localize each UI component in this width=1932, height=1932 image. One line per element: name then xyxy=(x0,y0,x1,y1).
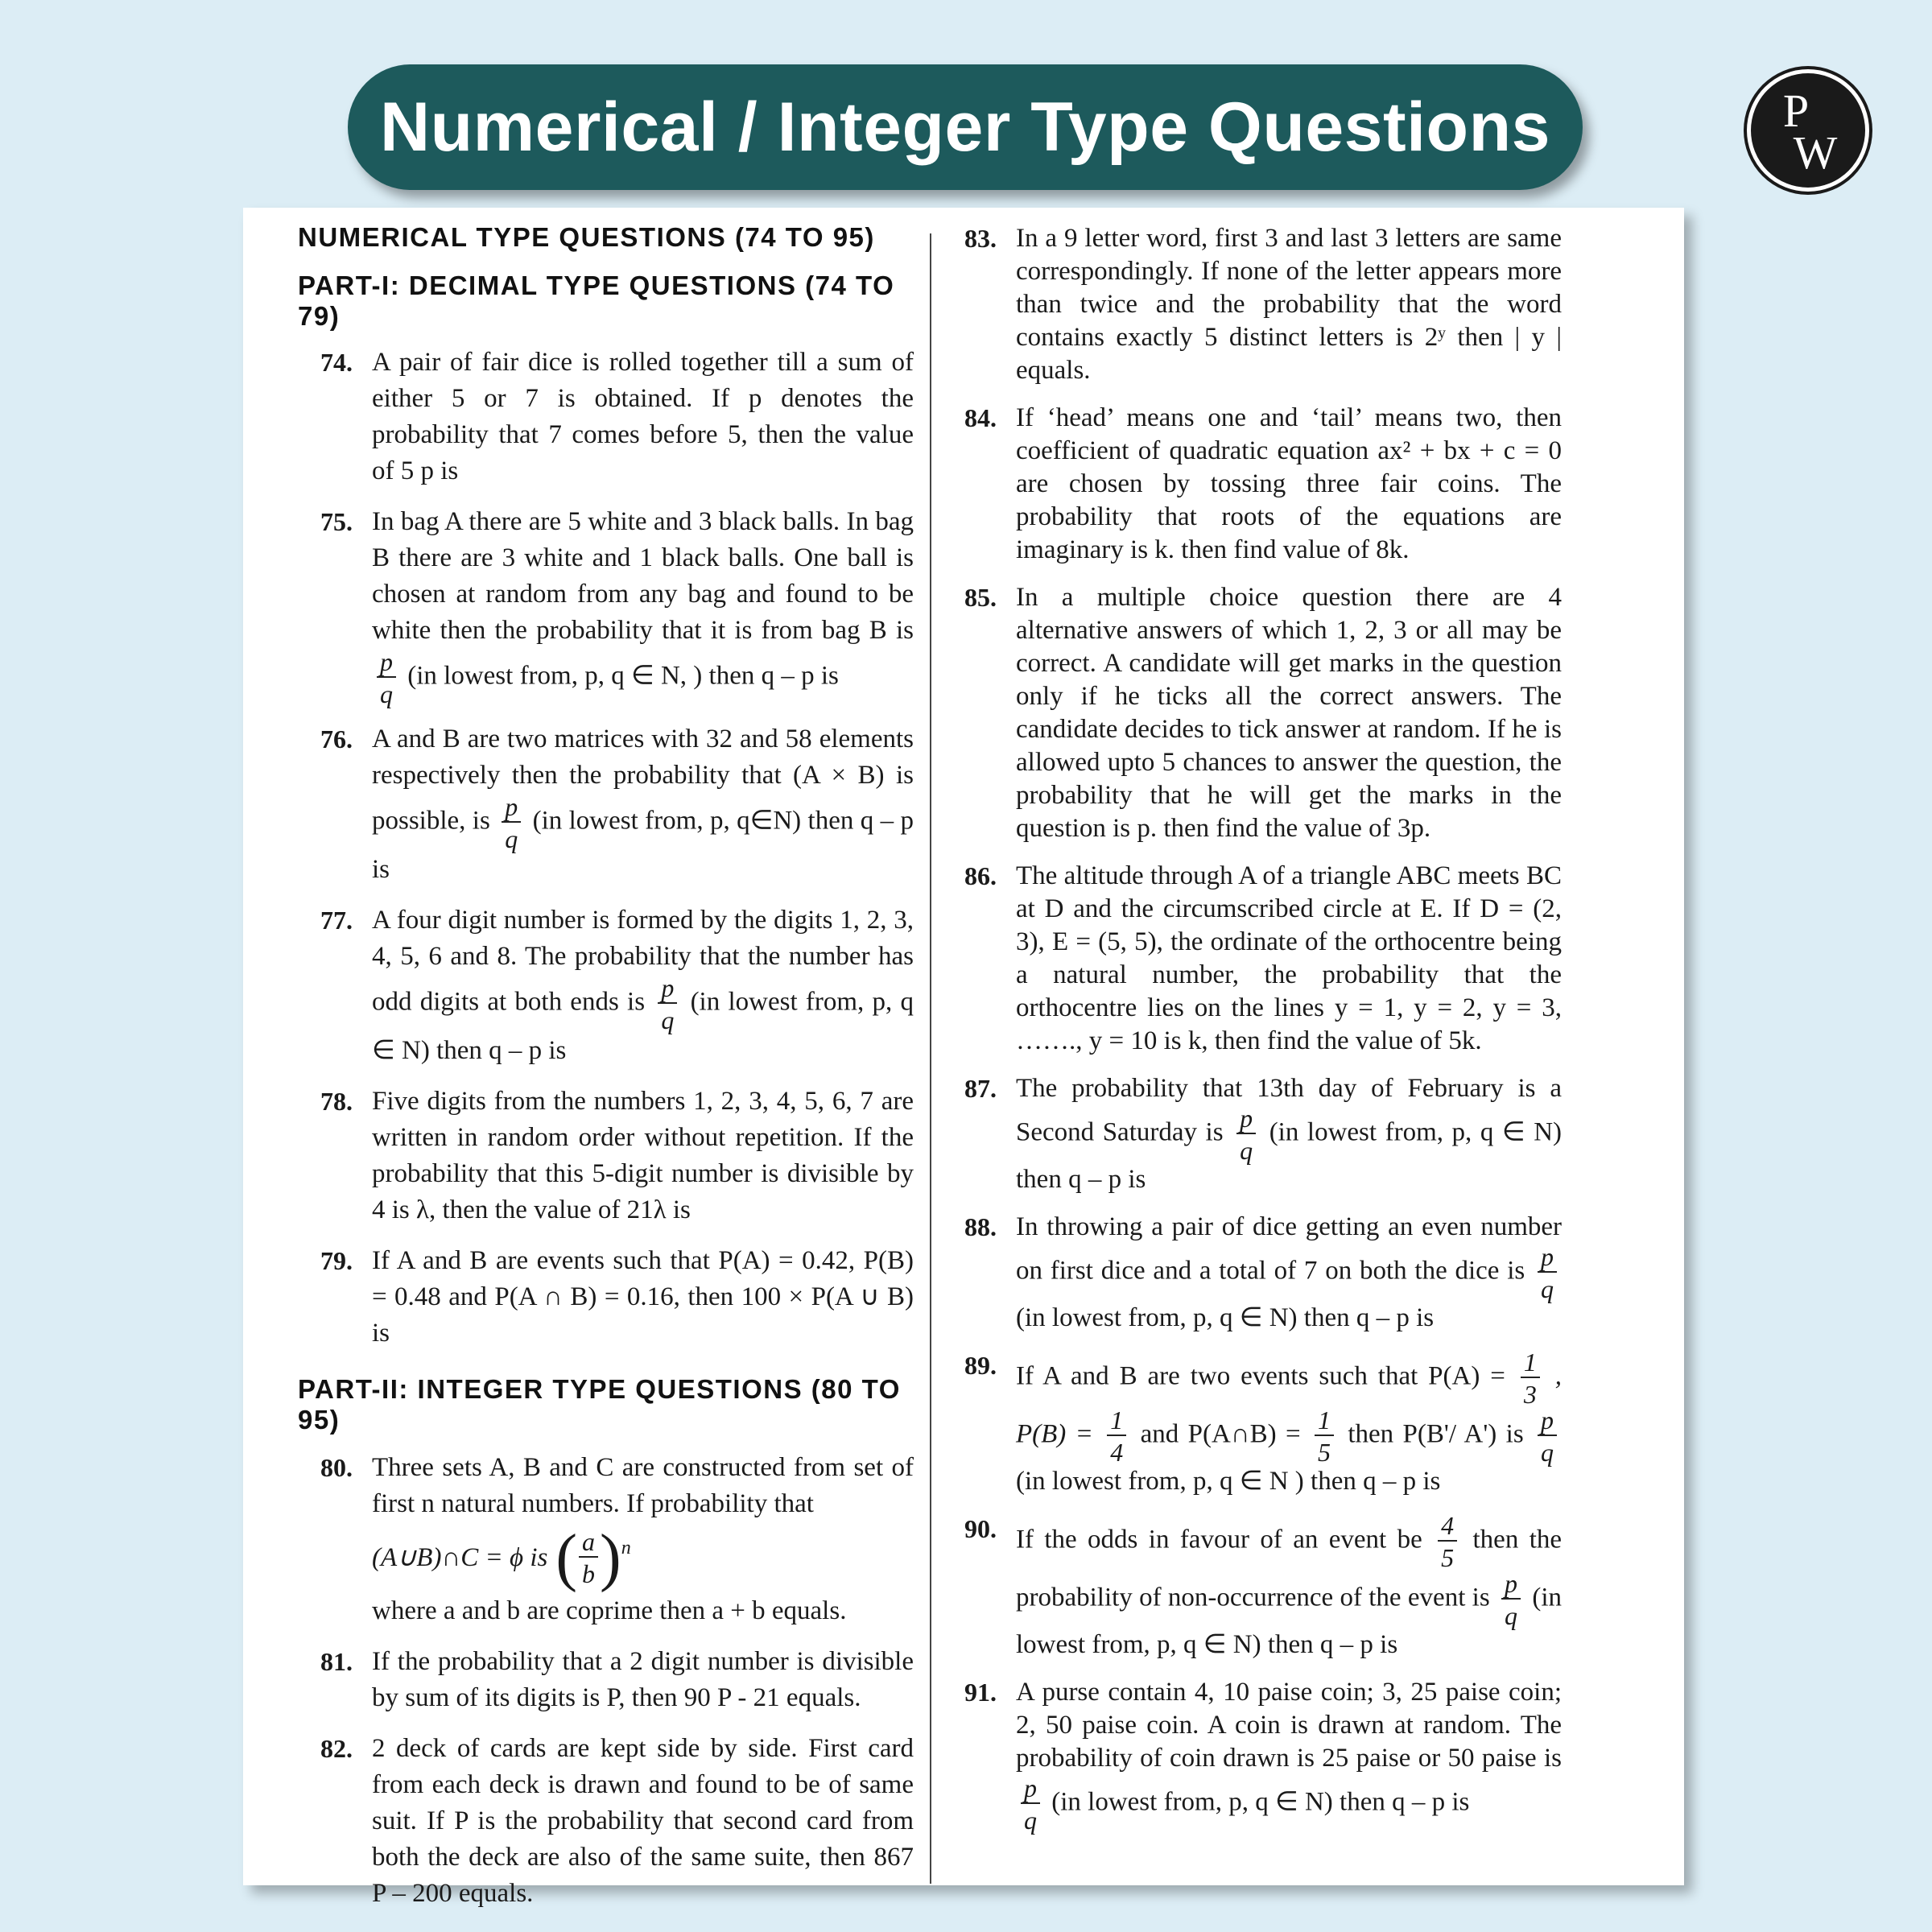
question-84 xyxy=(964,402,1562,567)
question-text: In throwing a pair of dice getting an even number on first dice and a total of 7 on both the dice is xyxy=(1016,1212,1562,1286)
question-number: 87. xyxy=(964,1074,997,1103)
question-text: A pair of fair dice is rolled together till a sum of either 5 or 7 is obtained. If p denotes the probability that 7 comes before 5, then the value of 5 p is xyxy=(372,348,914,485)
fraction-denominator: 3 xyxy=(1523,1380,1537,1409)
question-76 xyxy=(298,721,914,888)
question-number: 86. xyxy=(964,861,997,890)
question-text: If A and B are events such that P(A) = 0.42, P(B) = 0.48 and P(A ∩ B) = 0.16, then 100 × P(A ∪ B) is xyxy=(372,1246,914,1348)
question-text: A purse contain 4, 10 paise coin; 3, 25 paise coin; 2, 50 paise coin. A coin is drawn at random. The probability of coin drawn is 25 paise or 50 paise is xyxy=(1016,1678,1562,1773)
question-number: 79. xyxy=(320,1246,353,1275)
part1-heading: PART-I: DECIMAL TYPE QUESTIONS (74 TO 79) xyxy=(298,270,895,331)
question-text: If the probability that a 2 digit number is divisible by sum of its digits is P, then 90 P - 21 equals. xyxy=(372,1647,914,1712)
question-text: The altitude through A of a triangle ABC meets BC at D and the circumscribed circle at E. If D = (2, 3), E = (5, 5), the ordinate of the orthocentre being a natural number, the probability that the orthocentre lies on the lines y = 1, y = 2, y = 3, ……., y = 10 is k, then find the value of 5k. xyxy=(1016,861,1562,1055)
question-number: 89. xyxy=(964,1351,997,1380)
question-number: 90. xyxy=(964,1514,997,1543)
is-label: is xyxy=(1505,1419,1524,1449)
question-text: A four digit number is formed by the digits 1, 2, 3, 4, 5, 6 and 8. The probability that the number has odd digits at both ends is xyxy=(372,906,914,1017)
question-tail: where a and b are coprime then a + b equals. xyxy=(372,1596,847,1625)
fraction-pb xyxy=(1107,1407,1126,1465)
question-80 xyxy=(298,1450,914,1629)
question-mid: then the probability of non-occurrence of the event is xyxy=(1016,1525,1563,1612)
question-77 xyxy=(298,902,914,1069)
fraction xyxy=(579,1529,598,1587)
pw-logo-icon xyxy=(1751,73,1865,188)
question-number: 75. xyxy=(320,507,353,536)
fraction-numerator: 1 xyxy=(1107,1407,1126,1436)
question-number: 76. xyxy=(320,724,353,753)
question-text: 2 deck of cards are kept side by side. First card from each deck is drawn and found to be of same suit. If P is the probability that second card from both the deck are also of the same suite, then 867 P – 200 equals. xyxy=(372,1734,914,1908)
fraction-numerator: 1 xyxy=(1315,1407,1334,1436)
question-text: If A and B are two events such that P(A) xyxy=(1016,1361,1480,1391)
question-number: 77. xyxy=(320,906,353,935)
fraction-denominator: q xyxy=(505,824,518,853)
fraction-numerator: p xyxy=(1021,1775,1040,1804)
question-text: Three sets A, B and C are constructed from set of first n natural numbers. If probability that xyxy=(372,1453,914,1518)
question-83 xyxy=(964,222,1562,387)
page-title: Numerical / Integer Type Questions xyxy=(380,88,1550,166)
question-89: 89. If A and B are two events such that P(A) = $\frac{1}{3}$ , P(B) = $\frac{1}{4}$ and P(A∩B) = $\frac{1}{5}$ then P(B'/ A') is $\frac{p}{q}$ (in lowest from, p, q ∈ N ) then q – p is xyxy=(964,1349,1562,1498)
fraction-denominator: q xyxy=(380,679,393,708)
fraction-denominator: 5 xyxy=(1317,1438,1331,1467)
fraction-numerator: p xyxy=(1538,1244,1557,1273)
question-78 xyxy=(298,1084,914,1228)
question-number: 83. xyxy=(964,224,997,253)
fraction xyxy=(377,649,396,707)
fraction xyxy=(1538,1407,1557,1465)
fraction-numerator: p xyxy=(377,649,396,678)
fraction-denominator: b xyxy=(582,1559,596,1588)
question-85 xyxy=(964,581,1562,845)
question-text: The probability that 13th day of February is a Second Saturday is xyxy=(1016,1074,1562,1147)
question-text: Five digits from the numbers 1, 2, 3, 4, 5, 6, 7 are written in random order without repetition. If the probability that this 5-digit number is divisible by 4 is λ, then the value of 21λ is xyxy=(372,1087,914,1224)
fraction-denominator: q xyxy=(1240,1136,1253,1165)
question-number: 74. xyxy=(320,348,353,377)
logo-letter-w: W xyxy=(1793,126,1838,179)
fraction xyxy=(1501,1571,1521,1629)
question-text: If the odds in favour of an event be xyxy=(1016,1525,1422,1554)
column-divider xyxy=(930,233,931,1884)
fraction-numerator: a xyxy=(579,1529,598,1558)
fraction-numerator: 1 xyxy=(1521,1349,1540,1378)
close-paren: ) xyxy=(600,1522,621,1593)
question-number: 85. xyxy=(964,583,997,612)
left-column xyxy=(298,222,914,1926)
fraction-odds xyxy=(1438,1513,1457,1571)
pb-label: , P(B) = xyxy=(1016,1361,1562,1449)
right-column xyxy=(964,222,1562,1847)
section-heading: NUMERICAL TYPE QUESTIONS (74 TO 95) xyxy=(298,222,875,252)
question-tail: (in lowest from, p, q ∈ N) then q – p is xyxy=(1016,1117,1563,1194)
fraction-numerator: p xyxy=(1501,1571,1521,1600)
question-90 xyxy=(964,1513,1562,1662)
question-text: A and B are two matrices with 32 and 58 elements respectively then the probability that (A × B) is possible, is xyxy=(372,724,914,836)
fraction-denominator: 5 xyxy=(1441,1543,1455,1572)
set-expression-row xyxy=(372,1522,914,1593)
question-tail: (in lowest from, p, q ∈ N) then q – p is xyxy=(372,987,914,1065)
fraction-denominator: 4 xyxy=(1110,1438,1124,1467)
question-86 xyxy=(964,860,1562,1058)
fraction-denominator: q xyxy=(661,1005,675,1034)
fraction xyxy=(1236,1105,1256,1163)
fraction-pa xyxy=(1521,1349,1540,1407)
question-number: 84. xyxy=(964,403,997,432)
question-tail: (in lowest from, p, q∈N) then q – p is xyxy=(372,806,914,884)
question-number: 78. xyxy=(320,1087,353,1116)
fraction-numerator: p xyxy=(502,794,521,823)
question-tail: (in lowest from, p, q ∈ N ) then q – p is xyxy=(1016,1467,1441,1496)
question-79 xyxy=(298,1243,914,1352)
question-88 xyxy=(964,1211,1562,1335)
part2-heading: PART-II: INTEGER TYPE QUESTIONS (80 TO 95) xyxy=(298,1374,901,1435)
logo-letter-p: P xyxy=(1782,85,1810,137)
pab-label: and P(A∩B) = xyxy=(1140,1419,1301,1449)
fraction-denominator: q xyxy=(1024,1806,1037,1835)
set-expression: (A∪B)∩C = ϕ is xyxy=(372,1542,548,1572)
question-tail: (in lowest from, p, q ∈ N) then q – p is xyxy=(1016,1303,1435,1332)
fraction xyxy=(502,794,521,852)
question-91 xyxy=(964,1676,1562,1833)
question-text: If ‘head’ means one and ‘tail’ means two, then coefficient of quadratic equation ax² + bx + c = 0 are chosen by tossing three fair coins. The probability that roots of the equations are imaginary is k. then find value of 8k. xyxy=(1016,403,1562,564)
fraction-denominator: q xyxy=(1541,1274,1554,1303)
pba-label: then P(B'/ A') xyxy=(1348,1419,1497,1449)
open-paren: ( xyxy=(555,1522,578,1593)
fraction-numerator: p xyxy=(1538,1407,1557,1436)
fraction-numerator: p xyxy=(658,975,677,1004)
question-74 xyxy=(298,345,914,489)
fraction xyxy=(658,975,677,1033)
fraction-numerator: 4 xyxy=(1438,1513,1457,1542)
question-81 xyxy=(298,1644,914,1716)
question-tail: (in lowest from, p, q ∈ N) then q – p is xyxy=(1051,1787,1470,1817)
question-75 xyxy=(298,504,914,707)
fraction-pab xyxy=(1315,1407,1334,1465)
fraction-denominator: q xyxy=(1505,1601,1518,1630)
question-87 xyxy=(964,1072,1562,1196)
fraction xyxy=(1021,1775,1040,1833)
question-number: 80. xyxy=(320,1453,353,1482)
question-number: 81. xyxy=(320,1647,353,1676)
question-tail: (in lowest from, p, q ∈ N, ) then q – p is xyxy=(407,661,839,691)
fraction-denominator: q xyxy=(1541,1438,1554,1467)
question-text: In a multiple choice question there are 4 alternative answers of which 1, 2, 3 or all may be correct. A candidate will get marks in the question only if he ticks all the correct answers. The candidate decides to tick answer at random. If he is allowed upto 5 chances to answer the question, the probability that he will get the marks in the question is p. then find the value of 3p. xyxy=(1016,583,1562,843)
question-number: 82. xyxy=(320,1734,353,1763)
exponent: n xyxy=(621,1538,631,1558)
question-text: In a 9 letter word, first 3 and last 3 letters are same correspondingly. If none of the letter appears more than twice and the probability that the word contains exactly 5 distinct letters is 2ʸ then | y | equals. xyxy=(1016,224,1562,385)
question-tail: (in lowest from, p, q ∈ N) then q – p is xyxy=(1016,1583,1563,1659)
fraction xyxy=(1538,1244,1557,1302)
question-number: 88. xyxy=(964,1212,997,1241)
pw-logo xyxy=(1747,69,1869,192)
fraction-numerator: p xyxy=(1236,1105,1256,1134)
title-banner xyxy=(348,64,1583,190)
question-text: In bag A there are 5 white and 3 black balls. In bag B there are 3 white and 1 black balls. One ball is chosen at random from any bag and found to be white then the probability that it is from bag B is xyxy=(372,507,914,645)
question-82 xyxy=(298,1731,914,1912)
question-number: 91. xyxy=(964,1678,997,1707)
